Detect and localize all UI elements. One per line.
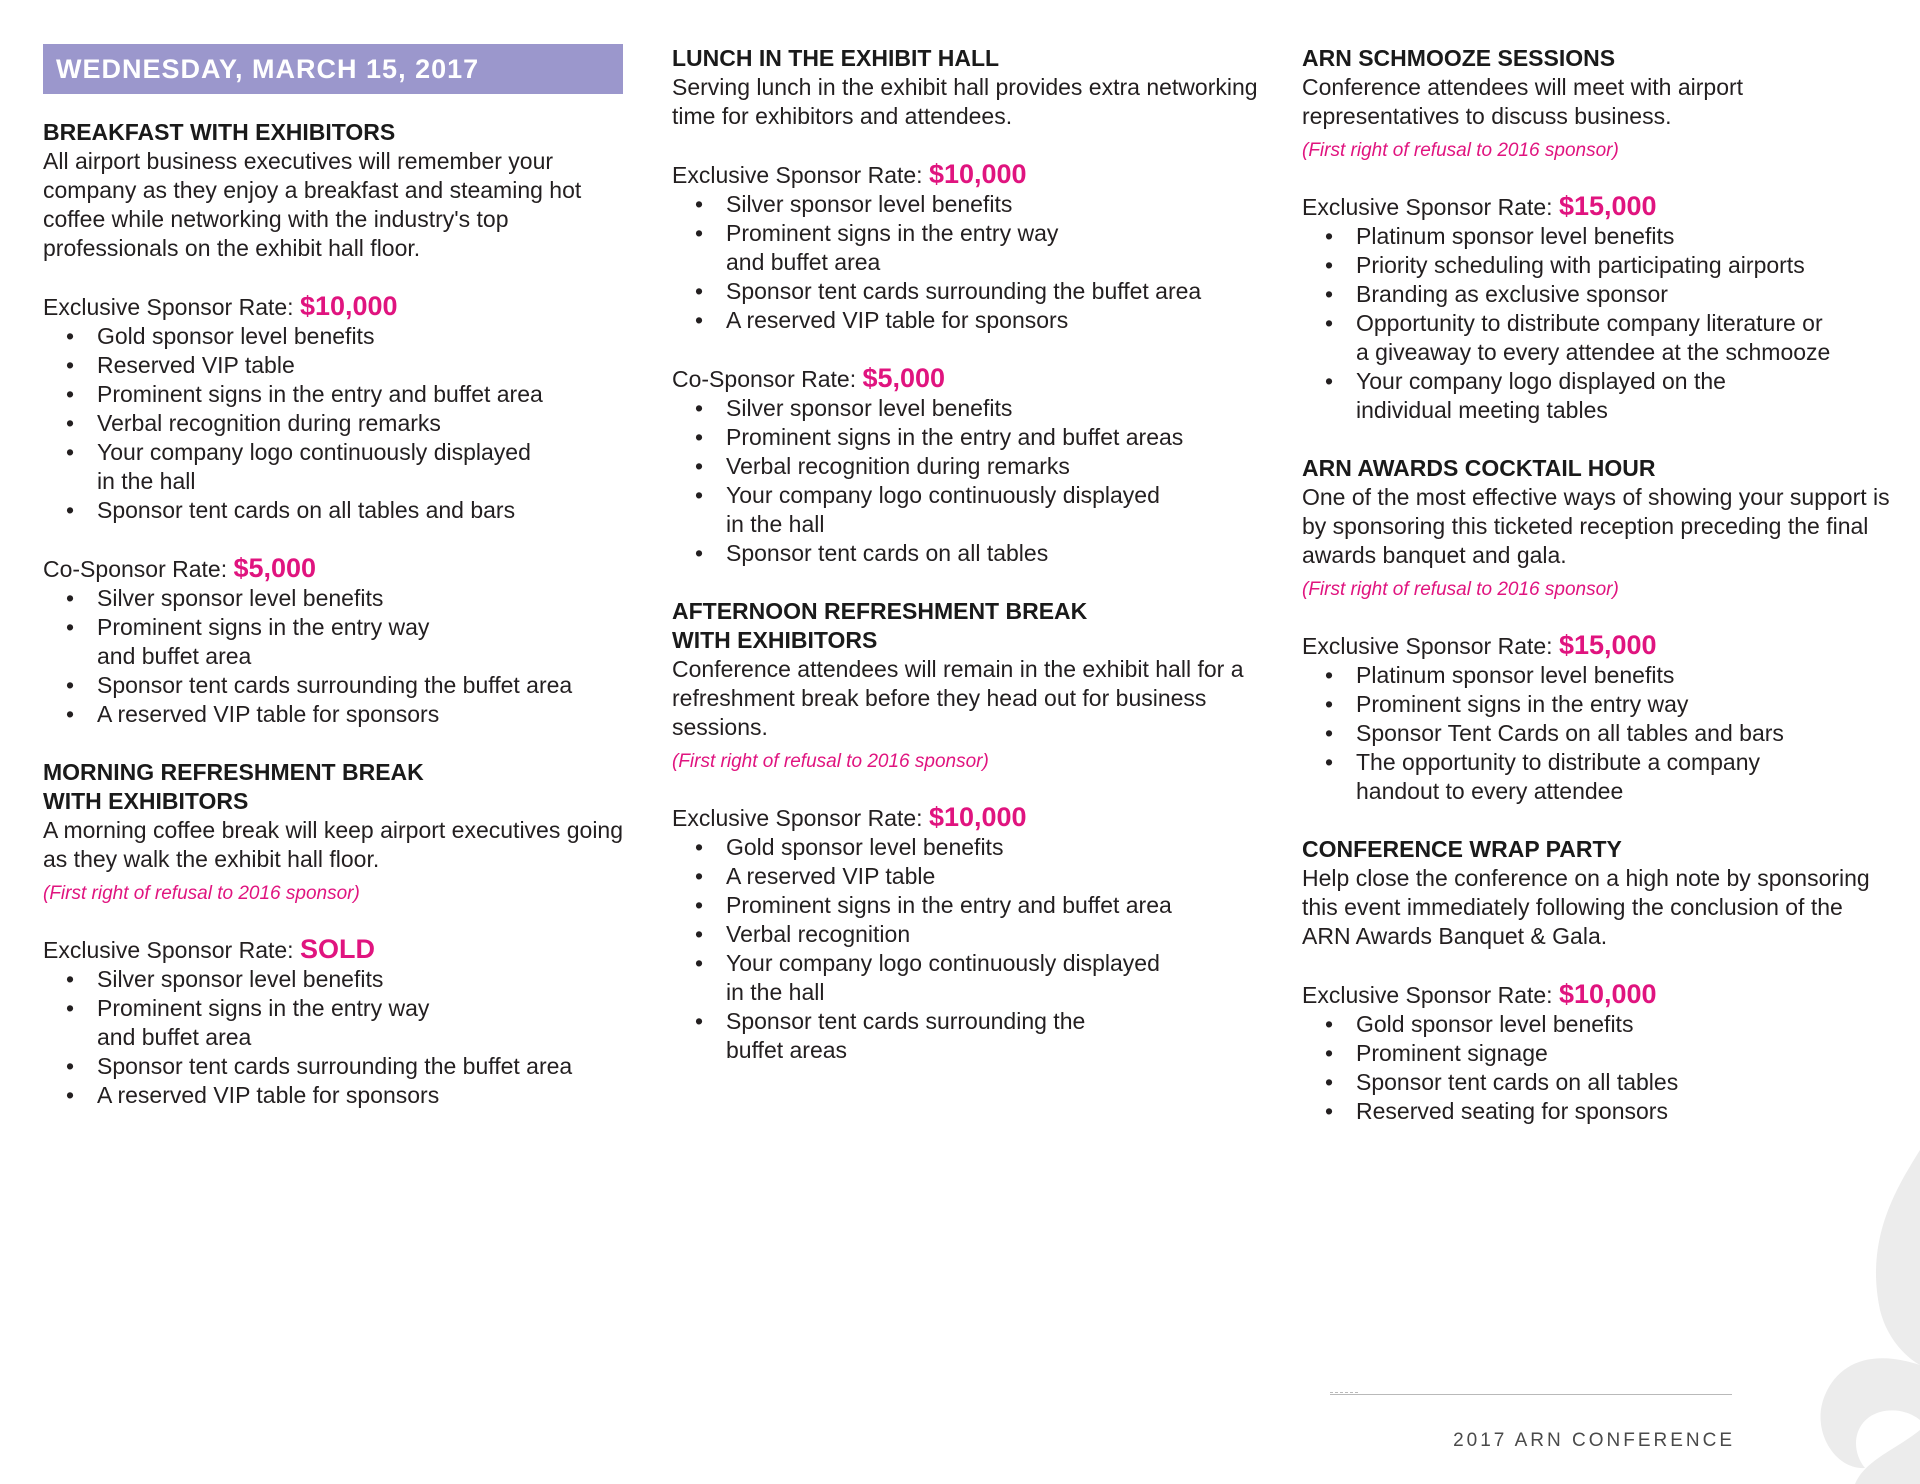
rate-label: Co-Sponsor Rate: bbox=[672, 366, 857, 392]
benefit-text: Silver sponsor level benefits bbox=[726, 395, 1013, 421]
benefits-list bbox=[43, 965, 623, 1110]
rate-line bbox=[672, 160, 1262, 190]
benefit-text: Your company logo continuously displayed in the hall bbox=[726, 482, 1160, 537]
bullet-icon: • bbox=[66, 614, 75, 640]
benefit-text: Sponsor tent cards surrounding the buffet area bbox=[97, 1053, 573, 1079]
benefit-text: Gold sponsor level benefits bbox=[726, 834, 1004, 860]
footer-rule bbox=[1330, 1394, 1732, 1395]
benefit-item bbox=[672, 1007, 1262, 1065]
bullet-icon: • bbox=[1325, 662, 1334, 688]
event-description: Conference attendees will meet with airport representatives to discuss business. bbox=[1302, 74, 1744, 129]
benefits-list bbox=[43, 584, 623, 729]
benefits-list bbox=[1302, 1010, 1892, 1126]
bullet-icon: • bbox=[695, 482, 704, 508]
benefit-text: Silver sponsor level benefits bbox=[97, 966, 384, 992]
benefit-item bbox=[1302, 719, 1892, 748]
benefit-item bbox=[1302, 1068, 1892, 1097]
bullet-icon: • bbox=[1325, 691, 1334, 717]
benefit-item bbox=[672, 452, 1262, 481]
benefit-text: Silver sponsor level benefits bbox=[97, 585, 384, 611]
bullet-icon: • bbox=[66, 323, 75, 349]
benefit-item bbox=[1302, 367, 1892, 425]
benefit-text: Sponsor Tent Cards on all tables and bars bbox=[1356, 720, 1784, 746]
rate-block bbox=[1302, 192, 1892, 425]
benefit-item bbox=[672, 539, 1262, 568]
fleur-de-lis-icon bbox=[1745, 1150, 1920, 1484]
benefit-item bbox=[672, 862, 1262, 891]
benefit-text: Reserved VIP table bbox=[97, 352, 295, 378]
event-title: LUNCH IN THE EXHIBIT HALL bbox=[672, 45, 1000, 71]
benefit-item bbox=[1302, 222, 1892, 251]
benefit-text: A reserved VIP table for sponsors bbox=[97, 1082, 440, 1108]
event-title: AFTERNOON REFRESHMENT BREAK WITH EXHIBITORS bbox=[672, 598, 1088, 653]
event-description: A morning coffee break will keep airport executives going as they walk the exhibit hall floor. bbox=[43, 817, 624, 872]
bullet-icon: • bbox=[66, 672, 75, 698]
rate-line bbox=[1302, 192, 1892, 222]
benefit-item bbox=[43, 994, 623, 1052]
event-title: CONFERENCE WRAP PARTY bbox=[1302, 836, 1622, 862]
benefit-item bbox=[1302, 1039, 1892, 1068]
rate-label: Exclusive Sponsor Rate: bbox=[1302, 982, 1553, 1008]
benefit-text: A reserved VIP table for sponsors bbox=[726, 307, 1069, 333]
benefit-text: Gold sponsor level benefits bbox=[97, 323, 375, 349]
benefit-text: Prominent signs in the entry and buffet area bbox=[726, 892, 1172, 918]
rate-block bbox=[1302, 980, 1892, 1126]
event-description: All airport business executives will remember your company as they enjoy a breakfast and steaming hot coffee while networking with the industry's top professionals on the exhibit hall floor. bbox=[43, 148, 582, 261]
rate-label: Exclusive Sponsor Rate: bbox=[672, 805, 923, 831]
benefit-item bbox=[43, 351, 623, 380]
event-block bbox=[43, 118, 623, 729]
benefit-item bbox=[1302, 1010, 1892, 1039]
rate-value: $10,000 bbox=[928, 802, 1027, 832]
bullet-icon: • bbox=[1325, 1098, 1334, 1124]
benefit-item bbox=[1302, 1097, 1892, 1126]
bullet-icon: • bbox=[66, 585, 75, 611]
benefit-text: Prominent signage bbox=[1356, 1040, 1548, 1066]
benefit-text: Your company logo displayed on the individual meeting tables bbox=[1356, 368, 1726, 423]
bullet-icon: • bbox=[695, 834, 704, 860]
rate-block bbox=[672, 803, 1262, 1065]
benefit-text: Opportunity to distribute company literature or a giveaway to every attendee at the schmooze bbox=[1356, 310, 1831, 365]
event-block bbox=[1302, 454, 1892, 806]
benefit-text: Reserved seating for sponsors bbox=[1356, 1098, 1668, 1124]
benefit-item bbox=[672, 833, 1262, 862]
bullet-icon: • bbox=[695, 453, 704, 479]
benefits-list bbox=[1302, 661, 1892, 806]
bullet-icon: • bbox=[66, 410, 75, 436]
rate-label: Exclusive Sponsor Rate: bbox=[43, 937, 294, 963]
benefit-item bbox=[43, 584, 623, 613]
benefit-item bbox=[672, 949, 1262, 1007]
bullet-icon: • bbox=[66, 701, 75, 727]
bullet-icon: • bbox=[66, 497, 75, 523]
benefit-item bbox=[672, 277, 1262, 306]
bullet-icon: • bbox=[1325, 368, 1334, 394]
benefit-text: Platinum sponsor level benefits bbox=[1356, 662, 1675, 688]
benefit-item bbox=[43, 965, 623, 994]
benefit-text: Platinum sponsor level benefits bbox=[1356, 223, 1675, 249]
bullet-icon: • bbox=[695, 950, 704, 976]
benefit-item bbox=[1302, 661, 1892, 690]
rate-line bbox=[672, 803, 1262, 833]
rate-label: Co-Sponsor Rate: bbox=[43, 556, 228, 582]
bullet-icon: • bbox=[695, 424, 704, 450]
footer-title: 2017 ARN CONFERENCE bbox=[1453, 1430, 1735, 1451]
benefit-text: Verbal recognition during remarks bbox=[726, 453, 1070, 479]
benefit-item bbox=[1302, 309, 1892, 367]
rate-line bbox=[1302, 631, 1892, 661]
event-title: ARN SCHMOOZE SESSIONS bbox=[1302, 45, 1616, 71]
benefit-item bbox=[43, 1081, 623, 1110]
date-header: WEDNESDAY, MARCH 15, 2017 bbox=[43, 44, 623, 94]
bullet-icon: • bbox=[66, 995, 75, 1021]
benefit-item bbox=[43, 409, 623, 438]
column-2 bbox=[672, 44, 1262, 1094]
refusal-note: (First right of refusal to 2016 sponsor) bbox=[43, 883, 360, 904]
rate-label: Exclusive Sponsor Rate: bbox=[1302, 633, 1553, 659]
benefit-item bbox=[672, 190, 1262, 219]
rate-value: $10,000 bbox=[928, 159, 1027, 189]
benefit-text: Priority scheduling with participating airports bbox=[1356, 252, 1805, 278]
benefit-item bbox=[43, 496, 623, 525]
rate-block bbox=[43, 292, 623, 525]
rate-value: $5,000 bbox=[233, 553, 317, 583]
rate-value: SOLD bbox=[299, 934, 375, 964]
benefit-text: The opportunity to distribute a company handout to every attendee bbox=[1356, 749, 1761, 804]
benefit-text: Silver sponsor level benefits bbox=[726, 191, 1013, 217]
rate-block bbox=[672, 364, 1262, 568]
benefits-list bbox=[672, 833, 1262, 1065]
bullet-icon: • bbox=[695, 278, 704, 304]
benefit-item bbox=[43, 700, 623, 729]
bullet-icon: • bbox=[1325, 281, 1334, 307]
rate-line bbox=[43, 935, 623, 965]
rate-block bbox=[672, 160, 1262, 335]
bullet-icon: • bbox=[695, 892, 704, 918]
bullet-icon: • bbox=[66, 439, 75, 465]
benefits-list bbox=[672, 190, 1262, 335]
benefits-list bbox=[672, 394, 1262, 568]
benefit-item bbox=[1302, 280, 1892, 309]
rate-value: $5,000 bbox=[862, 363, 946, 393]
rate-line bbox=[1302, 980, 1892, 1010]
rate-block bbox=[43, 935, 623, 1110]
benefit-item bbox=[672, 394, 1262, 423]
rate-label: Exclusive Sponsor Rate: bbox=[43, 294, 294, 320]
column-3-events bbox=[1302, 44, 1892, 1126]
benefit-item bbox=[672, 219, 1262, 277]
benefit-text: Prominent signs in the entry way and buffet area bbox=[97, 614, 430, 669]
column-1-events bbox=[43, 118, 623, 1110]
refusal-note: (First right of refusal to 2016 sponsor) bbox=[672, 751, 989, 772]
rate-line bbox=[672, 364, 1262, 394]
rate-line bbox=[43, 292, 623, 322]
benefit-item bbox=[43, 613, 623, 671]
benefit-text: Gold sponsor level benefits bbox=[1356, 1011, 1634, 1037]
bullet-icon: • bbox=[1325, 1011, 1334, 1037]
benefit-item bbox=[43, 1052, 623, 1081]
bullet-icon: • bbox=[66, 352, 75, 378]
benefit-text: Verbal recognition during remarks bbox=[97, 410, 441, 436]
benefit-text: A reserved VIP table for sponsors bbox=[97, 701, 440, 727]
benefit-item bbox=[43, 671, 623, 700]
benefit-text: Sponsor tent cards surrounding the buffet area bbox=[97, 672, 573, 698]
rate-line bbox=[43, 554, 623, 584]
rate-value: $10,000 bbox=[299, 291, 398, 321]
rate-label: Exclusive Sponsor Rate: bbox=[672, 162, 923, 188]
bullet-icon: • bbox=[66, 381, 75, 407]
column-1 bbox=[43, 44, 623, 1139]
rate-label: Exclusive Sponsor Rate: bbox=[1302, 194, 1553, 220]
benefit-text: Branding as exclusive sponsor bbox=[1356, 281, 1668, 307]
benefit-text: Verbal recognition bbox=[726, 921, 911, 947]
benefit-text: Sponsor tent cards on all tables bbox=[726, 540, 1049, 566]
benefit-text: Sponsor tent cards on all tables bbox=[1356, 1069, 1679, 1095]
event-description: Help close the conference on a high note by sponsoring this event immediately following the conclusion of the ARN Awards Banquet & Gala. bbox=[1302, 865, 1870, 949]
bullet-icon: • bbox=[695, 395, 704, 421]
event-block bbox=[1302, 44, 1892, 425]
bullet-icon: • bbox=[1325, 749, 1334, 775]
event-block bbox=[1302, 835, 1892, 1126]
bullet-icon: • bbox=[695, 1008, 704, 1034]
benefit-item bbox=[672, 891, 1262, 920]
column-3 bbox=[1302, 44, 1892, 1155]
benefit-item bbox=[672, 920, 1262, 949]
benefit-item bbox=[43, 438, 623, 496]
event-description: Conference attendees will remain in the exhibit hall for a refreshment break before they head out for business sessions. bbox=[672, 656, 1244, 740]
rate-value: $15,000 bbox=[1558, 630, 1657, 660]
benefit-text: Sponsor tent cards on all tables and bars bbox=[97, 497, 516, 523]
bullet-icon: • bbox=[695, 921, 704, 947]
refusal-note: (First right of refusal to 2016 sponsor) bbox=[1302, 140, 1619, 161]
benefit-text: Prominent signs in the entry way and buffet area bbox=[97, 995, 430, 1050]
benefit-text: Prominent signs in the entry way bbox=[1356, 691, 1689, 717]
bullet-icon: • bbox=[1325, 720, 1334, 746]
benefit-item bbox=[1302, 748, 1892, 806]
rate-block bbox=[1302, 631, 1892, 806]
event-block bbox=[43, 758, 623, 1110]
event-description: One of the most effective ways of showing your support is by sponsoring this ticketed reception preceding the final awards banquet and gala. bbox=[1302, 484, 1890, 568]
benefit-item bbox=[43, 322, 623, 351]
benefit-item bbox=[672, 481, 1262, 539]
bullet-icon: • bbox=[66, 1082, 75, 1108]
bullet-icon: • bbox=[66, 966, 75, 992]
benefit-item bbox=[672, 423, 1262, 452]
benefits-list bbox=[43, 322, 623, 525]
bullet-icon: • bbox=[1325, 252, 1334, 278]
rate-value: $10,000 bbox=[1558, 979, 1657, 1009]
event-block bbox=[672, 597, 1262, 1065]
column-2-events bbox=[672, 44, 1262, 1065]
rate-value: $15,000 bbox=[1558, 191, 1657, 221]
bullet-icon: • bbox=[66, 1053, 75, 1079]
benefit-item bbox=[1302, 690, 1892, 719]
bullet-icon: • bbox=[695, 307, 704, 333]
event-title: BREAKFAST WITH EXHIBITORS bbox=[43, 119, 396, 145]
bullet-icon: • bbox=[1325, 310, 1334, 336]
benefit-text: Prominent signs in the entry way and buffet area bbox=[726, 220, 1059, 275]
benefit-text: Sponsor tent cards surrounding the buffet area bbox=[726, 278, 1202, 304]
event-block bbox=[672, 44, 1262, 568]
bullet-icon: • bbox=[695, 540, 704, 566]
event-description: Serving lunch in the exhibit hall provides extra networking time for exhibitors and attendees. bbox=[672, 74, 1258, 129]
benefits-list bbox=[1302, 222, 1892, 425]
bullet-icon: • bbox=[1325, 1040, 1334, 1066]
benefit-item bbox=[672, 306, 1262, 335]
benefit-text: Prominent signs in the entry and buffet area bbox=[97, 381, 543, 407]
rate-block bbox=[43, 554, 623, 729]
bullet-icon: • bbox=[695, 220, 704, 246]
event-title: ARN AWARDS COCKTAIL HOUR bbox=[1302, 455, 1656, 481]
bullet-icon: • bbox=[695, 191, 704, 217]
refusal-note: (First right of refusal to 2016 sponsor) bbox=[1302, 579, 1619, 600]
bullet-icon: • bbox=[695, 863, 704, 889]
benefit-item bbox=[1302, 251, 1892, 280]
benefit-text: Your company logo continuously displayed in the hall bbox=[97, 439, 531, 494]
benefit-text: Sponsor tent cards surrounding the buffet areas bbox=[726, 1008, 1086, 1063]
benefit-item bbox=[43, 380, 623, 409]
benefit-text: A reserved VIP table bbox=[726, 863, 936, 889]
benefit-text: Your company logo continuously displayed in the hall bbox=[726, 950, 1160, 1005]
bullet-icon: • bbox=[1325, 223, 1334, 249]
event-title: MORNING REFRESHMENT BREAK WITH EXHIBITORS bbox=[43, 759, 424, 814]
benefit-text: Prominent signs in the entry and buffet areas bbox=[726, 424, 1184, 450]
bullet-icon: • bbox=[1325, 1069, 1334, 1095]
